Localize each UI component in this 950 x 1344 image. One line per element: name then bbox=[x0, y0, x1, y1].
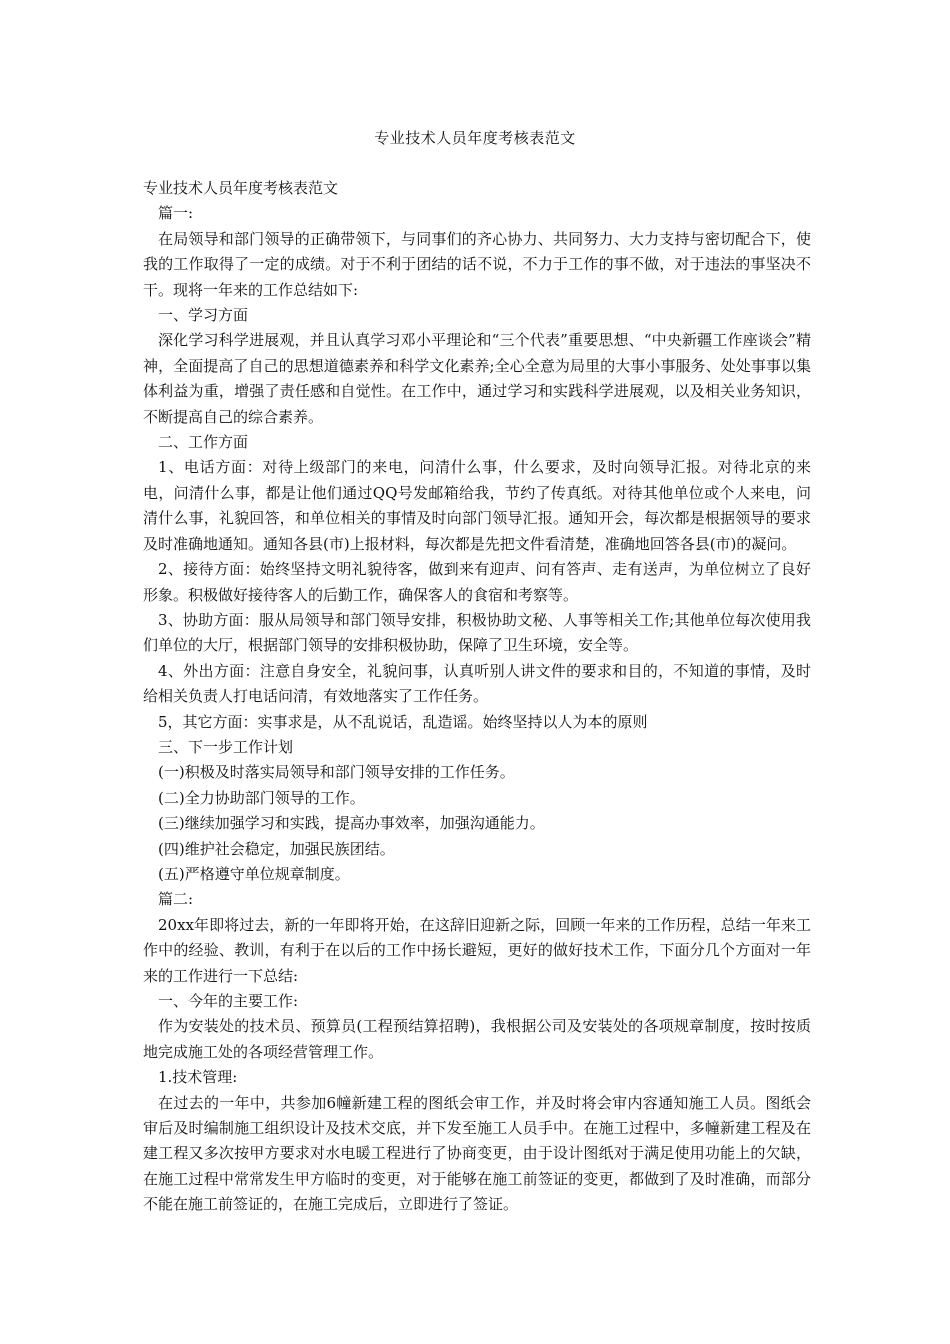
paragraph: 篇二: bbox=[158, 890, 194, 909]
paragraph: 20xx年即将过去，新的一年即将开始，在这辞旧迎新之际，回顾一年来的工作历程，总结一年来工作中的经验、教训，有利于在以后的工作中扬长避短，更好的做好技术工作，下面分几个方面对一年来的工作进行一下总结: bbox=[143, 915, 811, 985]
document-body bbox=[143, 176, 811, 1218]
paragraph: (二)全力协助部门领导的工作。 bbox=[158, 788, 365, 807]
paragraph: 2、接待方面：始终坚持文明礼貌待客，做到来有迎声、问有答声、走有送声，为单位树立了良好形象。积极做好接待客人的后勤工作，确保客人的食宿和考察等。 bbox=[143, 560, 811, 604]
paragraph: 在局领导和部门领导的正确带领下，与同事们的齐心协力、共同努力、大力支持与密切配合下，使我的工作取得了一定的成绩。对于不利于团结的话不说，不力于工作的事不做，对于违法的事坚决不干。现将一年来的工作总结如下: bbox=[143, 229, 811, 299]
paragraph: 4、外出方面：注意自身安全，礼貌问事，认真听别人讲文件的要求和目的，不知道的事情，及时给相关负责人打电话问清，有效地落实了工作任务。 bbox=[143, 661, 811, 706]
paragraph: 专业技术人员年度考核表范文 bbox=[143, 179, 339, 197]
paragraph: 一、今年的主要工作: bbox=[158, 992, 299, 1010]
paragraph: (三)继续加强学习和实践，提高办事效率，加强沟通能力。 bbox=[158, 814, 545, 833]
paragraph: 深化学习科学进展观，并且认真学习邓小平理论和“三个代表”重要思想、“中央新疆工作座谈会”精神，全面提高了自己的思想道德素养和科学文化素养;全心全意为局里的大事小事服务、处处事事以集体利益为重，增强了责任感和自觉性。在工作中，通过学习和实践科学进展观，以及相关业务知识，不断提高自己的综合素养。 bbox=[143, 331, 811, 426]
paragraph: 二、工作方面 bbox=[158, 433, 249, 452]
paragraph: (一)积极及时落实局领导和部门领导安排的工作任务。 bbox=[158, 763, 515, 782]
paragraph: (四)维护社会稳定，加强民族团结。 bbox=[158, 839, 395, 858]
paragraph: 作为安装处的技术员、预算员(工程预结算招聘)，我根据公司及安装处的各项规章制度，按时按质地完成施工处的各项经营管理工作。 bbox=[143, 1017, 811, 1061]
paragraph: 篇一: bbox=[158, 204, 194, 223]
paragraph: 在过去的一年中，共参加6幢新建工程的图纸会审工作，并及时将会审内容通知施工人员。图纸会审后及时编制施工组织设计及技术交底，并下发至施工人员手中。在施工过程中，多幢新建工程及在建工程又多次按甲方要求对水电暖工程进行了协商变更，由于设计图纸对于满足使用功能上的欠缺，在施工过程中常常发生甲方临时的变更，对于能够在施工前签证的变更，都做到了及时准确，而部分不能在施工前签证的，在施工完成后，立即进行了签证。 bbox=[143, 1093, 811, 1214]
paragraph: 一、学习方面 bbox=[158, 306, 249, 325]
paragraph: 1.技术管理: bbox=[158, 1068, 238, 1087]
paragraph: 5，其它方面：实事求是，从不乱说话，乱造谣。始终坚持以人为本的原则 bbox=[158, 712, 648, 731]
document-title: 专业技术人员年度考核表范文 bbox=[374, 129, 576, 147]
paragraph: 三、下一步工作计划 bbox=[158, 737, 294, 756]
paragraph: 3、协助方面：服从局领导和部门领导安排，积极协助文秘、人事等相关工作;其他单位每次使用我们单位的大厅，根据部门领导的安排积极协助，保障了卫生环境，安全等。 bbox=[143, 610, 811, 655]
paragraph: 1、电话方面：对待上级部门的来电，问清什么事，什么要求，及时向领导汇报。对待北京的来电，问清什么事，都是让他们通过QQ号发邮箱给我，节约了传真纸。对待其他单位或个人来电，问清什么事，礼貌回答，和单位相关的事情及时向部门领导汇报。通知开会，每次都是根据领导的要求及时准确地通知。通知各县(市)上报材料，每次都是先把文件看清楚，准确地回答各县(市)的凝问。 bbox=[143, 458, 811, 553]
paragraph: (五)严格遵守单位规章制度。 bbox=[158, 864, 350, 883]
